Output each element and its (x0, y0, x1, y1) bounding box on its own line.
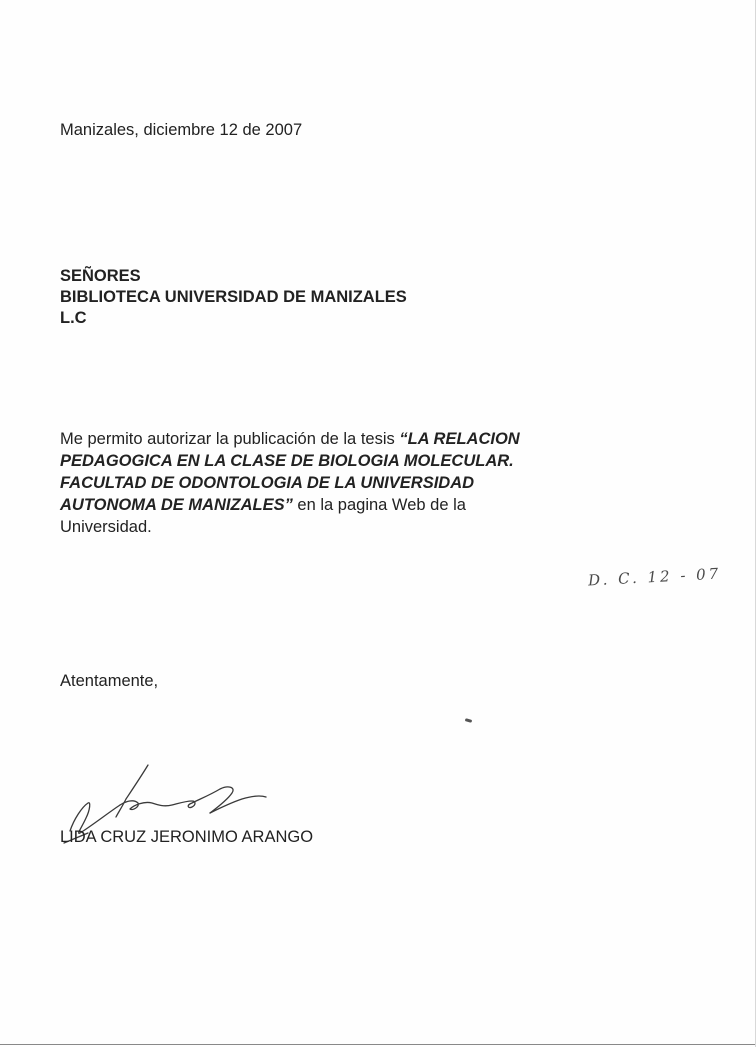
body-line-4 (60, 494, 600, 516)
thesis-title-open-quote: “ (399, 430, 408, 448)
letter-body (60, 428, 600, 538)
thesis-title-line-3: FACULTAD DE ODONTOLOGIA DE LA UNIVERSIDAD (60, 474, 475, 492)
signer-name: LIDA CRUZ JERONIMO ARANGO (60, 828, 314, 846)
body-outro: en la pagina Web de la (292, 496, 466, 514)
thesis-title-line-1: LA RELACION (407, 430, 520, 448)
date-line: Manizales, diciembre 12 de 2007 (60, 121, 303, 139)
recipient-line-3: L.C (60, 309, 87, 327)
scan-speck (465, 718, 473, 723)
closing-salutation: Atentamente, (60, 672, 159, 690)
handwritten-date-note: D. C. 12 - 07 (587, 564, 722, 590)
thesis-title-close-quote: ” (284, 496, 293, 514)
thesis-title-line-2: PEDAGOGICA EN LA CLASE DE BIOLOGIA MOLECULAR. (60, 452, 514, 470)
scan-bottom-edge (0, 1044, 756, 1045)
recipient-line-2: BIBLIOTECA UNIVERSIDAD DE MANIZALES (60, 288, 407, 306)
body-intro: Me permito autorizar la publicación de la tesis (60, 430, 400, 448)
recipient-line-1: SEÑORES (60, 267, 141, 285)
body-line-1 (60, 428, 600, 450)
thesis-title-line-4: AUTONOMA DE MANIZALES (60, 496, 285, 514)
body-line-5: Universidad. (60, 518, 152, 536)
